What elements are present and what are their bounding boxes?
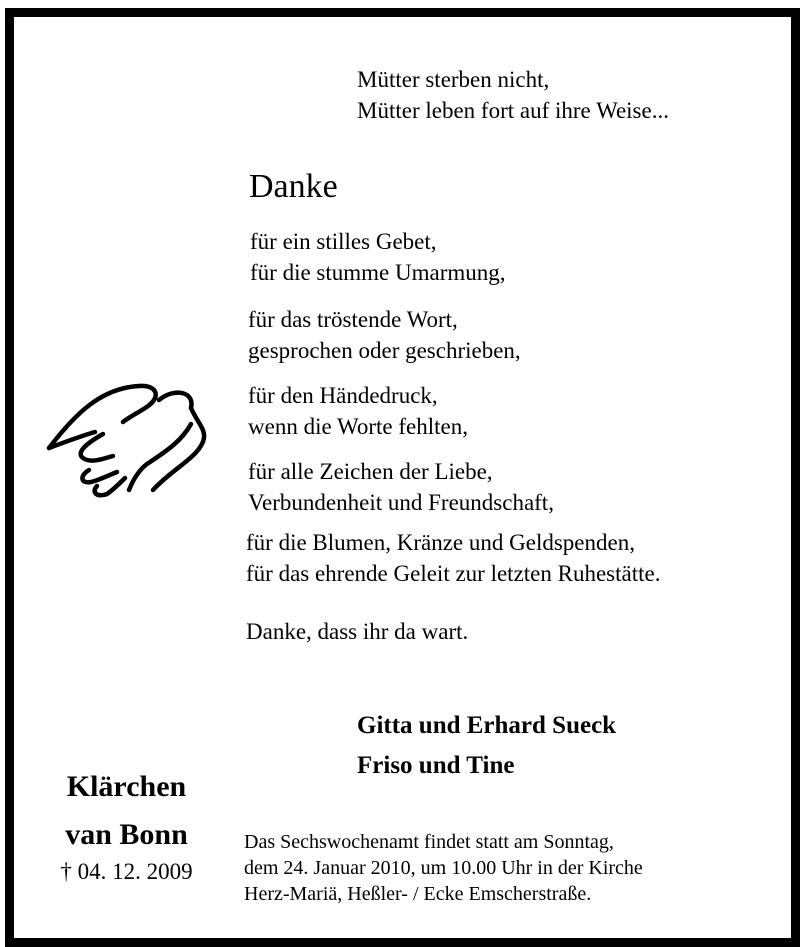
obituary-card: [5, 8, 800, 947]
service-line-1: Das Sechswochenamt findet statt am Sonntag,: [244, 831, 614, 853]
service-line-2: dem 24. Januar 2010, um 10.00 Uhr in der Kirche: [244, 857, 643, 879]
family-signature: [357, 706, 616, 786]
thanks-paragraph-prayer: [250, 226, 506, 288]
service-notice: [244, 829, 643, 907]
motto: [357, 64, 669, 126]
thanks-line: Verbundenheit und Freundschaft,: [248, 490, 554, 515]
thanks-heading: Danke: [249, 168, 338, 205]
thanks-line: für die Blumen, Kränze und Geldspenden,: [246, 530, 635, 555]
thanks-line: für ein stilles Gebet,: [250, 229, 437, 254]
service-line-3: Herz-Mariä, Heßler- / Ecke Emscherstraße.: [244, 883, 592, 905]
thanks-paragraph-handshake: [248, 380, 468, 442]
motto-line-1: Mütter sterben nicht,: [357, 67, 550, 92]
deceased-last-name: van Bonn: [65, 818, 188, 851]
thanks-paragraph-word: [248, 304, 521, 366]
thanks-line: für den Händedruck,: [248, 383, 438, 408]
thanks-paragraph-flowers: [246, 527, 660, 589]
family-line-1: Gitta und Erhard Sueck: [357, 712, 617, 739]
thanks-line: gesprochen oder geschrieben,: [248, 338, 521, 363]
deceased-first-name: Klärchen: [66, 770, 187, 803]
thanks-line: für alle Zeichen der Liebe,: [248, 459, 493, 484]
death-date: † 04. 12. 2009: [60, 859, 193, 884]
motto-line-2: Mütter leben fort auf ihre Weise...: [357, 98, 669, 123]
thanks-line: für die stumme Umarmung,: [250, 260, 506, 285]
thanks-line: für das tröstende Wort,: [248, 307, 458, 332]
thanks-line: für das ehrende Geleit zur letzten Ruhestätte.: [246, 561, 661, 586]
family-line-2: Friso und Tine: [357, 752, 515, 779]
thanks-paragraph-love: [248, 456, 554, 518]
closing-line: Danke, dass ihr da wart.: [246, 619, 469, 644]
thanks-line: wenn die Worte fehlten,: [248, 414, 468, 439]
deceased-name: [14, 763, 239, 859]
dove-icon: [41, 372, 211, 502]
